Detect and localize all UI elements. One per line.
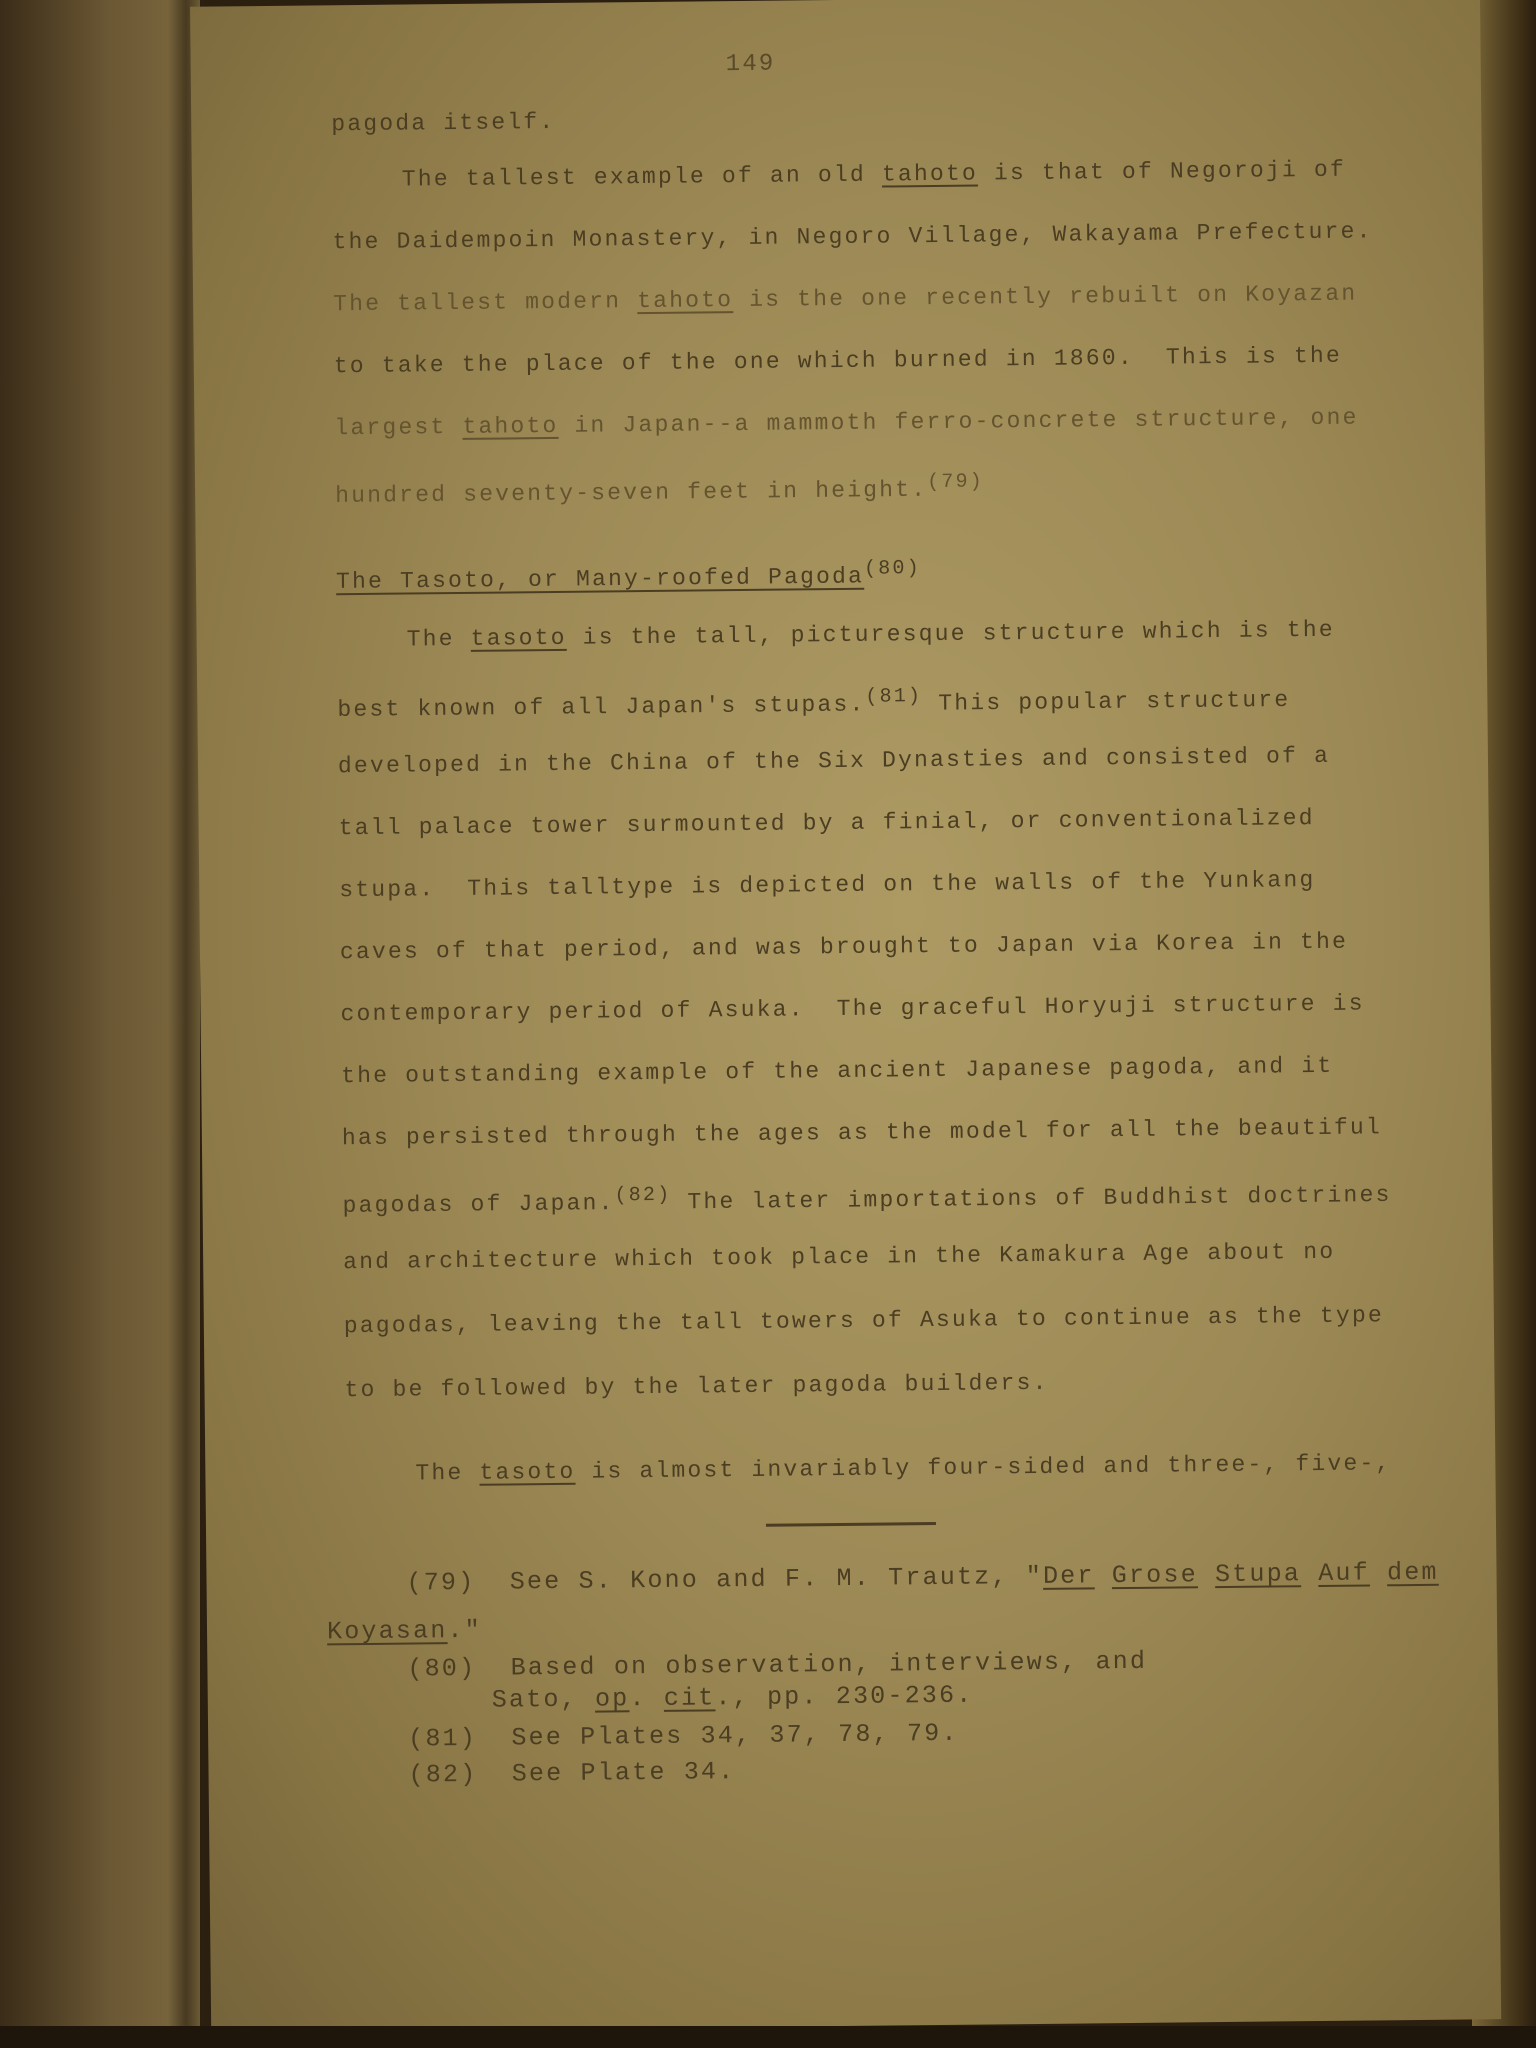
footnote-number: (80) [407, 1653, 477, 1684]
footnote-81 [408, 1718, 959, 1754]
text-run: the outstanding example of the ancient Japanese pagoda, and it [341, 1052, 1334, 1090]
footnote-80 [407, 1646, 1148, 1684]
body-line [335, 472, 984, 507]
text-run: The [415, 1459, 480, 1487]
underlined-title: Koyasan [326, 1616, 448, 1647]
body-line [341, 1052, 1334, 1090]
typewritten-page [190, 0, 1501, 2033]
body-line [343, 1238, 1336, 1276]
text-run: hundred seventy-seven feet in height. [335, 476, 928, 509]
text-run: . [629, 1683, 664, 1714]
page-number: 149 [725, 50, 776, 79]
underlined-title: Der [1042, 1561, 1095, 1591]
text-run: ., pp. 230-236. [715, 1680, 974, 1713]
text-run: developed in the China of the Six Dynasties and consisted of a [337, 742, 1331, 780]
body-line [344, 1369, 1049, 1404]
text-run: is the tall, picturesque structure which is the [566, 616, 1335, 651]
text-run: has persisted through the ages as the model for all the beautiful [341, 1114, 1383, 1152]
text-run: and architecture which took place in the Kamakura Age about no [343, 1238, 1336, 1276]
body-line [339, 869, 1315, 902]
underlined-title: dem [1386, 1557, 1439, 1588]
underlined-term: tasoto [470, 624, 567, 652]
body-line [339, 928, 1349, 966]
underlined-title: Auf [1318, 1558, 1371, 1589]
underlined-term: cit [663, 1683, 716, 1713]
text-run: See Plates 34, 37, 78, 79. [511, 1718, 959, 1753]
body-line [333, 280, 1358, 318]
text-run: to take the place of the one which burned in 1860. This is the [333, 342, 1343, 380]
body-line [340, 990, 1365, 1028]
body-line [337, 683, 1290, 722]
footnote-separator [766, 1522, 936, 1527]
underlined-title: Grose [1111, 1560, 1198, 1591]
text-run: This popular structure [922, 686, 1291, 717]
text-run: Based on observation, interviews, and [510, 1646, 1148, 1683]
footnote-79-continued [326, 1615, 483, 1647]
footnote-number: (82) [408, 1759, 478, 1790]
text-run: See Plate 34. [511, 1757, 736, 1789]
text-run: largest [334, 413, 463, 442]
text-run: pagodas, leaving the tall towers of Asuka to continue as the type [343, 1302, 1385, 1340]
footnote-82 [408, 1757, 736, 1790]
text-run: tall palace tower surmounted by a finial, or conventionalized [338, 805, 1315, 842]
text-run: Sato, [491, 1684, 596, 1715]
text-run: The tallest example of an old [401, 161, 883, 193]
text-run: The tallest modern [333, 288, 638, 318]
body-line [342, 1178, 1391, 1218]
body-line [342, 1116, 1382, 1150]
underlined-term: tahoto [637, 287, 734, 315]
body-line [339, 807, 1315, 840]
underlined-title: Stupa [1214, 1559, 1302, 1590]
body-line [406, 616, 1335, 653]
underlined-term: tahoto [462, 412, 559, 440]
body-line [337, 742, 1331, 780]
text-run: The [406, 625, 471, 653]
text-run: The later importations of Buddhist doctrines [671, 1181, 1392, 1216]
footnote-marker: (81) [865, 685, 923, 709]
section-heading [336, 559, 921, 594]
text-run: contemporary period of Asuka. The graceful Horyuji structure is [340, 990, 1365, 1028]
body-line [331, 108, 556, 138]
text-run: is the one recently rebuilt on Koyazan [733, 280, 1358, 314]
body-line [401, 156, 1347, 193]
text-run: in Japan--a mammoth ferro-concrete structure, one [558, 404, 1359, 439]
footnote-marker: (79) [927, 470, 985, 495]
underlined-term: tasoto [479, 1458, 576, 1486]
footnote-79 [406, 1557, 1439, 1598]
text-run: best known of all Japan's stupas. [337, 691, 866, 723]
body-line [415, 1452, 1391, 1485]
footnote-marker: (82) [614, 1183, 672, 1208]
body-line [334, 404, 1359, 442]
text-run: is that of Negoroji of [977, 156, 1347, 187]
footnote-number: (79) [406, 1567, 476, 1598]
body-line [332, 220, 1372, 254]
heading-text: The Tasoto, or Many-roofed Pagoda [335, 563, 865, 595]
text-run: pagoda itself. [331, 108, 556, 138]
text-run: stupa. This talltype is depicted on the walls of the Yunkang [339, 867, 1316, 904]
footnote-marker: (80) [863, 557, 921, 581]
text-run: ." [447, 1615, 483, 1646]
text-run: caves of that period, and was brought to Japan via Korea in the [339, 928, 1349, 966]
body-line [344, 1304, 1384, 1338]
footnote-number: (81) [408, 1723, 478, 1754]
table-surface [0, 2026, 1536, 2048]
body-line [333, 342, 1343, 380]
underlined-term: tahoto [881, 160, 979, 188]
text-run: pagodas of Japan. [342, 1190, 615, 1219]
text-run: See S. Kono and F. M. Trautz, " [509, 1561, 1044, 1597]
text-run: to be followed by the later pagoda builders. [344, 1369, 1049, 1404]
underlined-term: op [594, 1684, 630, 1714]
footnote-80-continued [491, 1680, 974, 1715]
text-run: the Daidempoin Monastery, in Negoro Village, Wakayama Prefecture. [332, 218, 1373, 256]
text-run: is almost invariably four-sided and three-, five-, [575, 1450, 1392, 1485]
